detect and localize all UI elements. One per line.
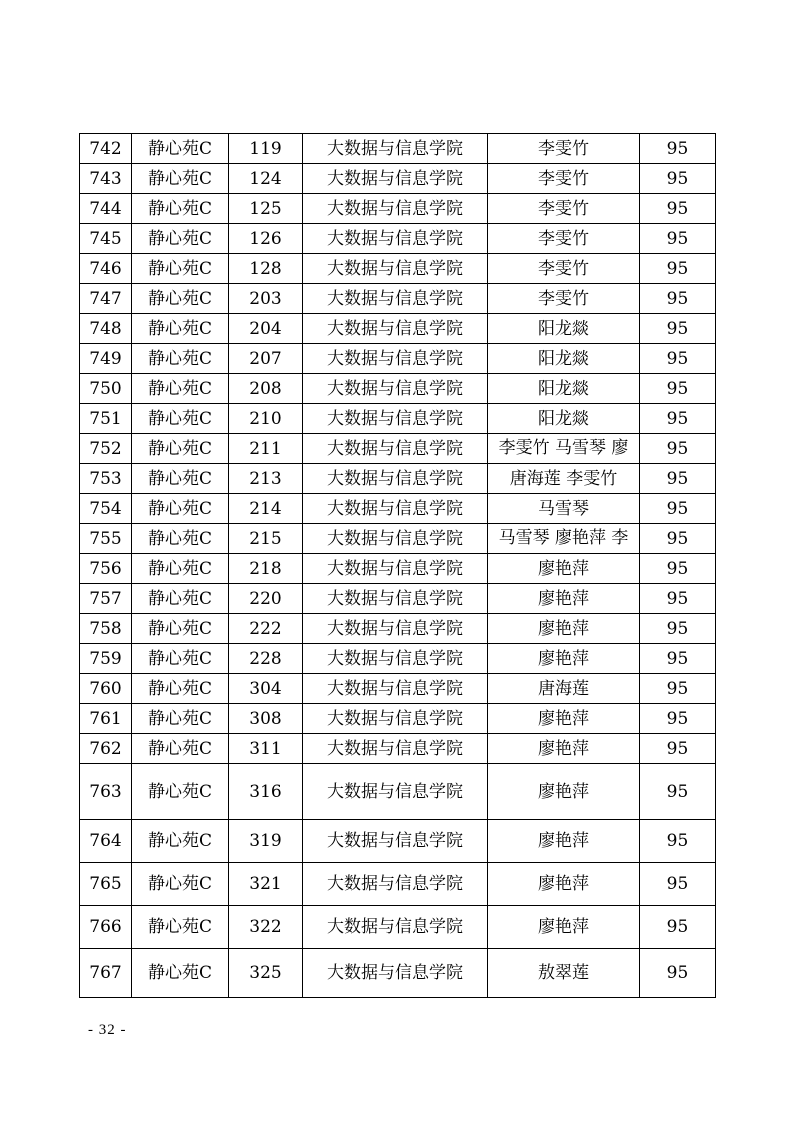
- inspection-table: [79, 133, 716, 998]
- cell-room: 304: [229, 674, 303, 704]
- cell-building: 静心苑C: [132, 494, 229, 524]
- cell-building: 静心苑C: [132, 734, 229, 764]
- cell-room: 204: [229, 314, 303, 344]
- cell-staff: 李雯竹: [488, 134, 640, 164]
- cell-building: 静心苑C: [132, 284, 229, 314]
- cell-room: 203: [229, 284, 303, 314]
- cell-room: 218: [229, 554, 303, 584]
- table-row: [80, 464, 716, 494]
- cell-staff: 廖艳萍: [488, 584, 640, 614]
- cell-score: 95: [640, 254, 716, 284]
- cell-staff: 廖艳萍: [488, 734, 640, 764]
- cell-staff: 廖艳萍: [488, 863, 640, 906]
- cell-score: 95: [640, 764, 716, 820]
- table-row: [80, 404, 716, 434]
- cell-building: 静心苑C: [132, 524, 229, 554]
- table-row: [80, 734, 716, 764]
- table-row: [80, 584, 716, 614]
- cell-number: 760: [80, 674, 132, 704]
- cell-score: 95: [640, 820, 716, 863]
- cell-room: 222: [229, 614, 303, 644]
- cell-score: 95: [640, 134, 716, 164]
- cell-college: 大数据与信息学院: [303, 224, 488, 254]
- cell-building: 静心苑C: [132, 464, 229, 494]
- cell-college: 大数据与信息学院: [303, 344, 488, 374]
- cell-staff-text: 马雪琴 廖艳萍 李: [498, 528, 629, 548]
- cell-college: 大数据与信息学院: [303, 906, 488, 949]
- cell-staff: [488, 524, 640, 554]
- cell-score: 95: [640, 404, 716, 434]
- cell-college: 大数据与信息学院: [303, 614, 488, 644]
- cell-room: 126: [229, 224, 303, 254]
- cell-score: 95: [640, 494, 716, 524]
- cell-college: 大数据与信息学院: [303, 820, 488, 863]
- cell-number: 764: [80, 820, 132, 863]
- table-row: [80, 374, 716, 404]
- cell-staff: 马雪琴: [488, 494, 640, 524]
- cell-staff: 阳龙燚: [488, 344, 640, 374]
- cell-score: 95: [640, 554, 716, 584]
- cell-score: 95: [640, 704, 716, 734]
- cell-room: 208: [229, 374, 303, 404]
- table-row: [80, 764, 716, 820]
- cell-staff: 唐海莲: [488, 674, 640, 704]
- cell-staff: 阳龙燚: [488, 314, 640, 344]
- table-row: [80, 224, 716, 254]
- cell-building: 静心苑C: [132, 374, 229, 404]
- cell-room: 213: [229, 464, 303, 494]
- cell-room: 207: [229, 344, 303, 374]
- cell-room: 215: [229, 524, 303, 554]
- cell-number: 742: [80, 134, 132, 164]
- cell-score: 95: [640, 224, 716, 254]
- cell-building: 静心苑C: [132, 764, 229, 820]
- cell-college: 大数据与信息学院: [303, 374, 488, 404]
- cell-building: 静心苑C: [132, 674, 229, 704]
- cell-room: 119: [229, 134, 303, 164]
- cell-building: 静心苑C: [132, 820, 229, 863]
- cell-building: 静心苑C: [132, 704, 229, 734]
- cell-score: 95: [640, 949, 716, 998]
- cell-room: 319: [229, 820, 303, 863]
- cell-score: 95: [640, 314, 716, 344]
- cell-score: 95: [640, 644, 716, 674]
- cell-score: 95: [640, 674, 716, 704]
- table-row: [80, 344, 716, 374]
- cell-number: 756: [80, 554, 132, 584]
- table-row: [80, 644, 716, 674]
- cell-staff: 敖翠莲: [488, 949, 640, 998]
- cell-number: 767: [80, 949, 132, 998]
- table-row: [80, 863, 716, 906]
- cell-staff: 李雯竹: [488, 254, 640, 284]
- cell-college: 大数据与信息学院: [303, 524, 488, 554]
- page-number: - 32 -: [88, 1022, 127, 1038]
- cell-building: 静心苑C: [132, 614, 229, 644]
- table-row: [80, 614, 716, 644]
- table-body: [80, 134, 716, 998]
- cell-building: 静心苑C: [132, 644, 229, 674]
- cell-number: 746: [80, 254, 132, 284]
- cell-college: 大数据与信息学院: [303, 764, 488, 820]
- cell-college: 大数据与信息学院: [303, 704, 488, 734]
- cell-staff: 阳龙燚: [488, 374, 640, 404]
- cell-number: 763: [80, 764, 132, 820]
- cell-number: 743: [80, 164, 132, 194]
- cell-room: 308: [229, 704, 303, 734]
- cell-number: 758: [80, 614, 132, 644]
- cell-staff-text: 李雯竹 马雪琴 廖: [498, 438, 629, 458]
- cell-number: 745: [80, 224, 132, 254]
- cell-room: 128: [229, 254, 303, 284]
- table-row: [80, 820, 716, 863]
- table-row: [80, 554, 716, 584]
- cell-staff: [488, 434, 640, 464]
- cell-college: 大数据与信息学院: [303, 134, 488, 164]
- cell-college: 大数据与信息学院: [303, 314, 488, 344]
- cell-room: 211: [229, 434, 303, 464]
- cell-score: 95: [640, 434, 716, 464]
- table-row: [80, 704, 716, 734]
- cell-college: 大数据与信息学院: [303, 164, 488, 194]
- cell-number: 752: [80, 434, 132, 464]
- cell-staff: 李雯竹: [488, 284, 640, 314]
- table-row: [80, 254, 716, 284]
- cell-room: 124: [229, 164, 303, 194]
- cell-number: 744: [80, 194, 132, 224]
- cell-room: 321: [229, 863, 303, 906]
- cell-staff: 唐海莲 李雯竹: [488, 464, 640, 494]
- cell-room: 322: [229, 906, 303, 949]
- cell-college: 大数据与信息学院: [303, 949, 488, 998]
- cell-number: 761: [80, 704, 132, 734]
- cell-number: 766: [80, 906, 132, 949]
- cell-college: 大数据与信息学院: [303, 434, 488, 464]
- cell-score: 95: [640, 906, 716, 949]
- cell-room: 311: [229, 734, 303, 764]
- table-row: [80, 434, 716, 464]
- cell-score: 95: [640, 614, 716, 644]
- cell-staff: 李雯竹: [488, 194, 640, 224]
- cell-number: 749: [80, 344, 132, 374]
- cell-number: 750: [80, 374, 132, 404]
- cell-building: 静心苑C: [132, 344, 229, 374]
- cell-room: 125: [229, 194, 303, 224]
- cell-college: 大数据与信息学院: [303, 284, 488, 314]
- cell-college: 大数据与信息学院: [303, 464, 488, 494]
- cell-room: 210: [229, 404, 303, 434]
- cell-college: 大数据与信息学院: [303, 194, 488, 224]
- cell-score: 95: [640, 344, 716, 374]
- cell-number: 748: [80, 314, 132, 344]
- cell-staff: 廖艳萍: [488, 614, 640, 644]
- cell-college: 大数据与信息学院: [303, 254, 488, 284]
- cell-building: 静心苑C: [132, 863, 229, 906]
- cell-score: 95: [640, 524, 716, 554]
- cell-building: 静心苑C: [132, 584, 229, 614]
- cell-building: 静心苑C: [132, 314, 229, 344]
- cell-college: 大数据与信息学院: [303, 584, 488, 614]
- cell-room: 228: [229, 644, 303, 674]
- cell-building: 静心苑C: [132, 434, 229, 464]
- cell-score: 95: [640, 374, 716, 404]
- table-row: [80, 906, 716, 949]
- cell-college: 大数据与信息学院: [303, 734, 488, 764]
- cell-score: 95: [640, 734, 716, 764]
- cell-college: 大数据与信息学院: [303, 494, 488, 524]
- table-row: [80, 314, 716, 344]
- cell-staff: 廖艳萍: [488, 644, 640, 674]
- cell-staff: 廖艳萍: [488, 704, 640, 734]
- cell-building: 静心苑C: [132, 906, 229, 949]
- cell-number: 759: [80, 644, 132, 674]
- cell-building: 静心苑C: [132, 194, 229, 224]
- cell-staff: 李雯竹: [488, 164, 640, 194]
- cell-number: 755: [80, 524, 132, 554]
- table-row: [80, 524, 716, 554]
- cell-staff: 廖艳萍: [488, 764, 640, 820]
- cell-number: 765: [80, 863, 132, 906]
- cell-number: 753: [80, 464, 132, 494]
- cell-college: 大数据与信息学院: [303, 644, 488, 674]
- cell-staff: 廖艳萍: [488, 554, 640, 584]
- cell-staff: 李雯竹: [488, 224, 640, 254]
- cell-college: 大数据与信息学院: [303, 404, 488, 434]
- cell-building: 静心苑C: [132, 949, 229, 998]
- cell-staff: 阳龙燚: [488, 404, 640, 434]
- cell-building: 静心苑C: [132, 134, 229, 164]
- cell-building: 静心苑C: [132, 164, 229, 194]
- cell-score: 95: [640, 464, 716, 494]
- table-row: [80, 164, 716, 194]
- cell-score: 95: [640, 584, 716, 614]
- cell-score: 95: [640, 164, 716, 194]
- table-row: [80, 284, 716, 314]
- cell-number: 751: [80, 404, 132, 434]
- table-row: [80, 674, 716, 704]
- cell-staff: 廖艳萍: [488, 906, 640, 949]
- cell-room: 325: [229, 949, 303, 998]
- table-row: [80, 494, 716, 524]
- cell-room: 214: [229, 494, 303, 524]
- cell-room: 316: [229, 764, 303, 820]
- cell-building: 静心苑C: [132, 554, 229, 584]
- cell-number: 757: [80, 584, 132, 614]
- cell-number: 762: [80, 734, 132, 764]
- cell-college: 大数据与信息学院: [303, 674, 488, 704]
- cell-building: 静心苑C: [132, 224, 229, 254]
- cell-number: 747: [80, 284, 132, 314]
- cell-building: 静心苑C: [132, 404, 229, 434]
- cell-score: 95: [640, 863, 716, 906]
- cell-room: 220: [229, 584, 303, 614]
- cell-score: 95: [640, 284, 716, 314]
- cell-score: 95: [640, 194, 716, 224]
- cell-college: 大数据与信息学院: [303, 863, 488, 906]
- table-row: [80, 134, 716, 164]
- cell-college: 大数据与信息学院: [303, 554, 488, 584]
- table-row: [80, 194, 716, 224]
- table-row: [80, 949, 716, 998]
- cell-number: 754: [80, 494, 132, 524]
- cell-building: 静心苑C: [132, 254, 229, 284]
- cell-staff: 廖艳萍: [488, 820, 640, 863]
